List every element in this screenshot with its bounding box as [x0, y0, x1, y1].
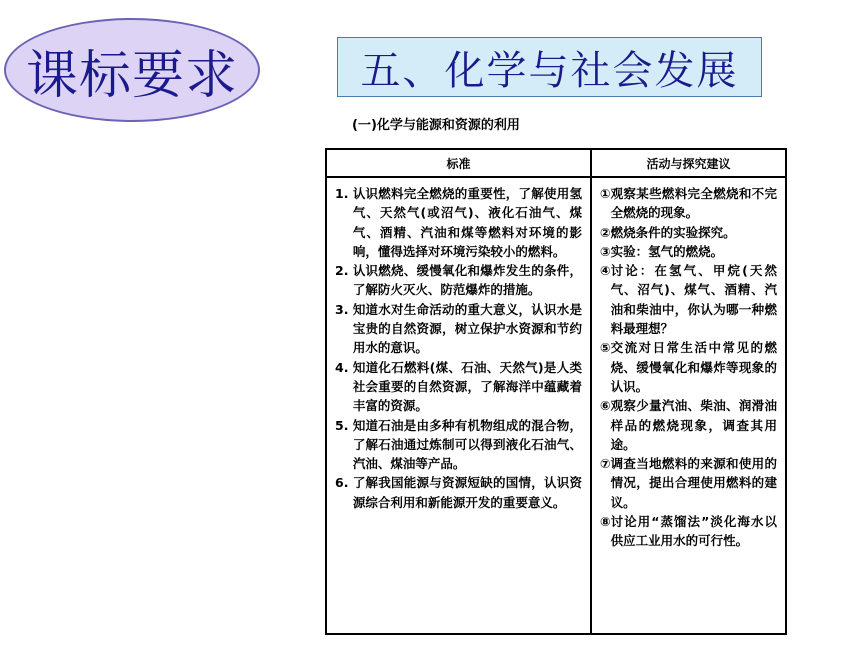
- standard-item-text: 知道水对生命活动的重大意义，认识水是宝贵的自然资源，树立保护水资源和节约用水的意识。: [352, 301, 582, 356]
- badge-label: 课标要求: [25, 45, 238, 106]
- banner-title: 五、化学与社会发展: [360, 47, 739, 94]
- standard-item-text: 认识燃烧、缓慢氧化和爆炸发生的条件，了解防火灭火、防范爆炸的措施。: [352, 263, 582, 298]
- header-standard: 标准: [326, 149, 591, 177]
- activity-item-text: 交流对日常生活中常见的燃烧、缓慢氧化和爆炸等现象的认识。: [610, 340, 777, 394]
- standard-item-text: 知道石油是由多种有机物组成的混合物，了解石油通过炼制可以得到液化石油气、汽油、煤油等产品。: [352, 417, 582, 472]
- section-subtitle: (一)化学与能源和资源的利用: [352, 118, 520, 133]
- standard-item: [335, 261, 582, 300]
- activity-item-number: ⑤: [600, 340, 611, 356]
- activity-item-number: ⑧: [600, 514, 611, 530]
- header-activities: 活动与探究建议: [591, 149, 786, 177]
- standard-item: [335, 358, 582, 416]
- activity-item-text: 讨论：在氢气、甲烷(天然气、沼气)、煤气、酒精、汽油和柴油中，你认为哪一种燃料最理想？: [610, 263, 777, 337]
- standard-item-number: 1.: [335, 186, 353, 201]
- activity-item-text: 讨论用“蒸馏法”淡化海水以供应工业用水的可行性。: [610, 514, 777, 549]
- activity-item-text: 调查当地燃料的来源和使用的情况，提出合理使用燃料的建议。: [610, 456, 777, 510]
- standards-table: [325, 148, 787, 635]
- standard-item-text: 认识燃料完全燃烧的重要性，了解使用氢气、天然气(或沼气)、液化石油气、煤气、酒精、汽油和煤等燃料对环境的影响，懂得选择对环境污染较小的燃料。: [352, 186, 582, 259]
- table-body-row: [326, 177, 786, 634]
- standards-cell: [326, 177, 591, 634]
- activity-item: [600, 242, 777, 261]
- standard-item: [335, 184, 582, 261]
- activity-item: [600, 396, 777, 454]
- activity-item-number: ⑦: [600, 456, 611, 472]
- standards-list: [327, 178, 590, 516]
- activity-item-number: ②: [600, 224, 611, 240]
- standard-item: [335, 473, 582, 512]
- standard-item-number: 6.: [335, 475, 353, 491]
- standard-item-number: 4.: [335, 359, 353, 375]
- activity-item-text: 实验：氢气的燃烧。: [610, 243, 724, 259]
- activity-item-number: ①: [600, 186, 611, 201]
- activity-item-number: ③: [600, 243, 611, 259]
- standard-item-text: 了解我国能源与资源短缺的国情，认识资源综合利用和新能源开发的重要意义。: [352, 475, 582, 510]
- standard-item-text: 知道化石燃料(煤、石油、天然气)是人类社会重要的自然资源，了解海洋中蕴藏着丰富的资源。: [352, 359, 582, 414]
- activity-item: [600, 223, 777, 242]
- standard-item: [335, 300, 582, 358]
- activity-item: [600, 512, 777, 551]
- table-header-row: [326, 149, 786, 177]
- standard-item-number: 2.: [335, 263, 353, 279]
- activity-item: [600, 184, 777, 223]
- standard-item-number: 5.: [335, 417, 353, 433]
- activity-item-number: ④: [600, 263, 611, 279]
- activity-item-number: ⑥: [600, 398, 611, 414]
- section-title-banner: [337, 37, 762, 97]
- activity-item: [600, 454, 777, 512]
- activity-item-text: 观察某些燃料完全燃烧和不完全燃烧的现象。: [610, 186, 777, 221]
- activity-item-text: 燃烧条件的实验探究。: [610, 224, 736, 240]
- activity-item-text: 观察少量汽油、柴油、润滑油样品的燃烧现象，调查其用途。: [610, 398, 777, 452]
- activities-list: [592, 178, 785, 555]
- standard-item: [335, 416, 582, 474]
- standard-item-number: 3.: [335, 301, 353, 317]
- activity-item: [600, 338, 777, 396]
- activity-item: [600, 261, 777, 338]
- activities-cell: [591, 177, 786, 634]
- curriculum-requirements-badge: [4, 18, 260, 122]
